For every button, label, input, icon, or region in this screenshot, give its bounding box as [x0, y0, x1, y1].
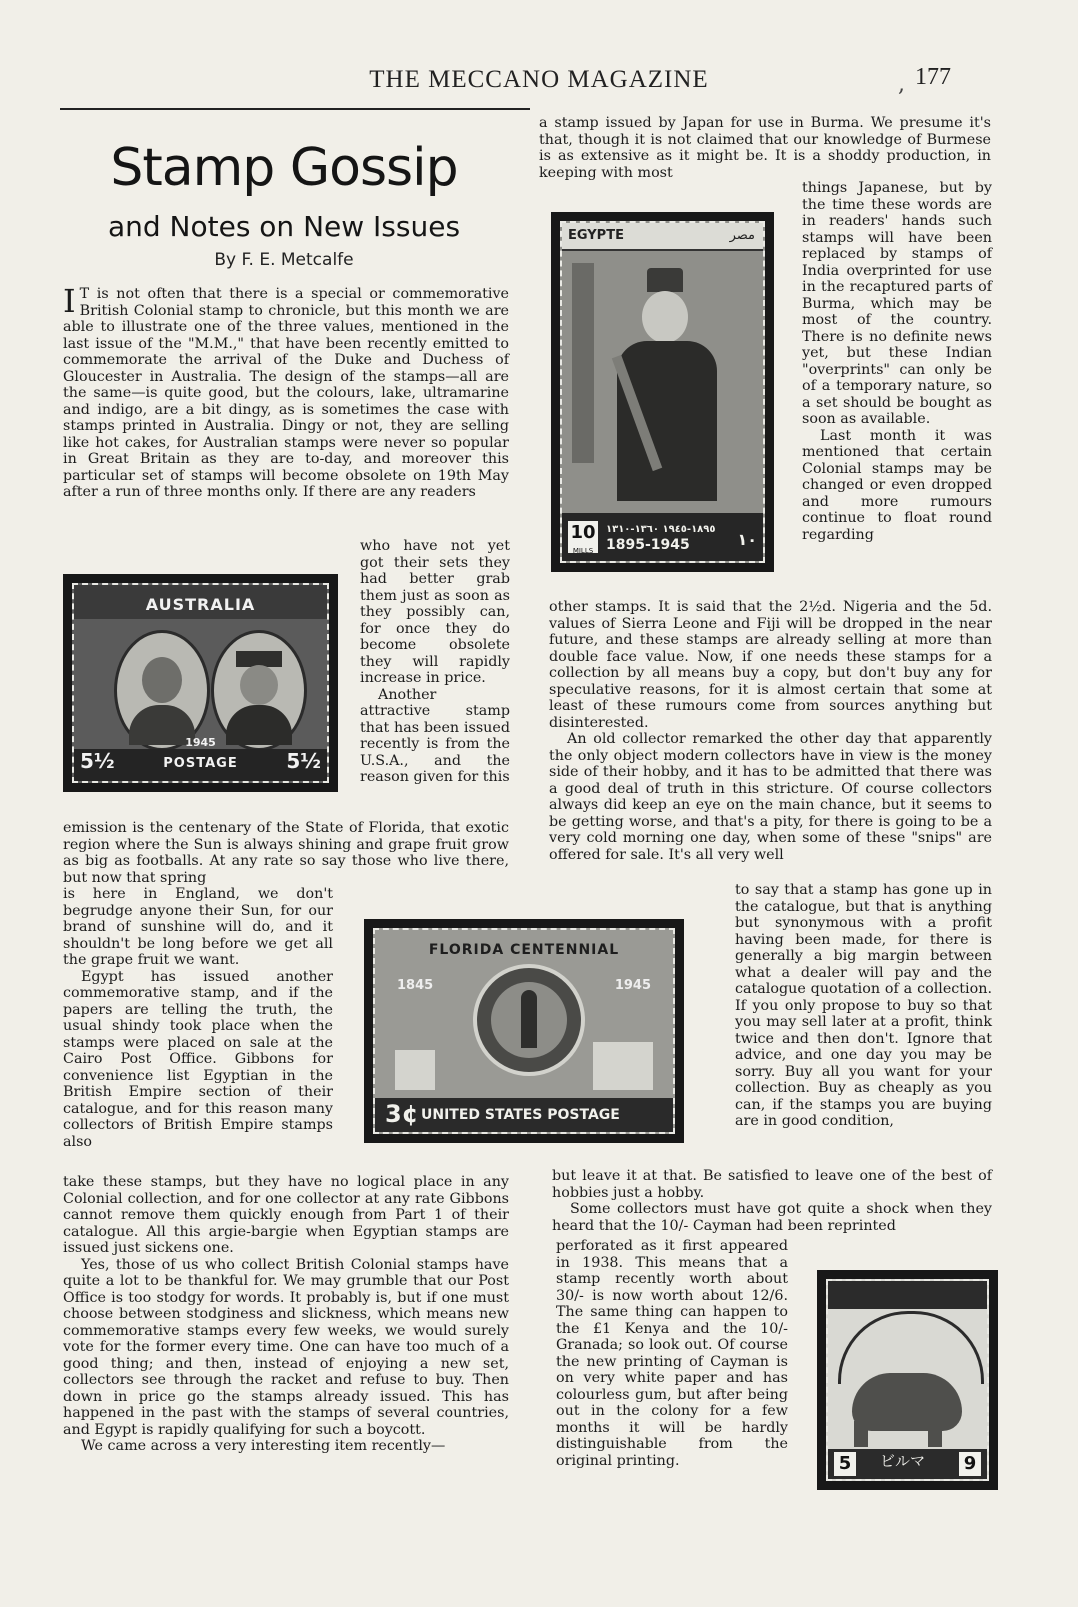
egypt-stamp-image	[551, 212, 774, 572]
face-image	[642, 291, 688, 343]
paragraph-text: Another attractive stamp that has been issued recently is from the U.S.A., and the reason given for this	[360, 686, 510, 785]
building-left-image	[395, 1050, 435, 1090]
paragraph-text: Yes, those of us who collect British Colonial stamps have quite a lot to be thankful for. We may grumble that our Post Office is too stodgy for words. It probably is, but if one must choose between stodginess and slickness, which means new commemorative stamps every few weeks, we would surely vote for the former every time. One can have too much of a good thing; and then, instead of enjoying a new set, collectors see through the racket and refuse to buy. Then down in price go the stamps already issued. This has happened in the past with the stamps of several countries, and Egypt is rapidly qualifying for such a boycott.	[63, 1256, 509, 1438]
paragraph-right-beside-egypt	[802, 180, 992, 543]
paragraph-right-top	[539, 115, 991, 181]
paragraph-text: is here in England, we don't begrudge anyone their Sun, for our brand of sunshine will do, and it shouldn't be long before we get all the grape fruit we want.	[63, 886, 333, 968]
stamp-heading: FLORIDA CENTENNIAL	[428, 942, 620, 958]
paragraph-left-lower	[63, 1174, 509, 1455]
years-arabic: ١٨٩٥-١٩٤٥ ١٣٦٠-١٣١٠	[606, 524, 716, 535]
paragraph-right-beside-burma	[556, 1238, 788, 1469]
paragraph-right-middle	[549, 599, 992, 863]
column-image	[572, 263, 594, 463]
portrait-duke-image	[211, 630, 307, 751]
value-right: 5½	[286, 749, 321, 773]
paragraph-left-beside-australia	[360, 538, 510, 786]
stamp-value: 3¢	[385, 1100, 419, 1128]
paragraph-text: other stamps. It is said that the 2½d. Nigeria and the 5d. values of Sierra Leone and Fiji will be dropped in the near future, and these stamps are already selling at more than double face value. Now, if one needs these stamps for a collection by all means buy a copy, but don't buy any for speculative reasons, for it is almost certain that some at least of these rumours come from sources anything but disinterested.	[549, 599, 992, 731]
header-rule	[60, 108, 530, 110]
article-title: Stamp Gossip	[110, 138, 458, 198]
uniform-image	[617, 341, 717, 501]
australia-stamp-image	[63, 574, 338, 792]
postage-label: POSTAGE	[163, 756, 238, 771]
paragraph-text: emission is the centenary of the State of Florida, that exotic region where the Sun is always shining and grape fruit grow as big as footballs. At any rate so say those who live there, but now that spring	[63, 820, 509, 886]
paragraph-text: who have not yet got their sets they had better grab them just as soon as they possibly can, for once they do become obsolete they will rapidly increase in price.	[360, 538, 510, 686]
drop-cap: I	[63, 282, 76, 320]
paragraph-right-lower	[552, 1168, 992, 1234]
elephant-image	[852, 1373, 962, 1431]
value-right: 9	[959, 1452, 981, 1476]
paragraph-text: Last month it was mentioned that certain Colonial stamps may be changed or even dropped and more rumours continue to float round regarding	[802, 427, 992, 543]
stamp-country: AUSTRALIA	[145, 595, 256, 614]
burma-stamp-image	[817, 1270, 998, 1490]
paragraph-right-beside-florida	[735, 882, 992, 1130]
state-seal-image	[473, 964, 585, 1076]
article-byline: By F. E. Metcalfe	[214, 250, 354, 270]
paragraph-left-beside-florida	[63, 886, 333, 1150]
value-arabic: ١٠	[737, 530, 757, 549]
article-subtitle: and Notes on New Issues	[107, 210, 461, 243]
year-left: 1845	[397, 978, 434, 993]
paragraph-text: but leave it at that. Be satisfied to leave one of the best of hobbies just a hobby.	[552, 1168, 992, 1201]
stamp-country-arabic: مصر	[729, 228, 755, 243]
paragraph-text: An old collector remarked the other day that apparently the only object modern collectors have in view is the money side of their hobby, and it has to be admitted that there was a good deal of truth in this stricture. Of course collectors always did keep an eye on the main chance, but it seems to be getting worse, and that's a pity, for there is going to be a very cold morning one day, when some of these "snips" are offered for sale. It's all very well	[549, 731, 992, 863]
magazine-title: THE MECCANO MAGAZINE	[369, 66, 709, 93]
paragraph-text: Some collectors must have got quite a shock when they heard that the 10/- Cayman had been reprinted	[552, 1201, 992, 1234]
fez-image	[647, 268, 683, 292]
paragraph-florida	[63, 820, 509, 886]
stamp-year: 1945	[185, 736, 216, 749]
capitol-building-image	[593, 1042, 653, 1090]
stamp-value: 5	[834, 1452, 856, 1476]
print-mark: ,	[898, 72, 905, 97]
year-right: 1945	[614, 978, 651, 993]
stamp-script: ビルマ	[880, 1452, 926, 1470]
stamp-years: 1895-1945	[606, 537, 690, 553]
paragraph-intro	[63, 282, 509, 501]
paragraph-text: a stamp issued by Japan for use in Burma. We presume it's that, though it is not claimed that our knowledge of Burmese is as extensive as it might be. It is a shoddy production, in keeping with most	[539, 115, 991, 181]
page-number: 177	[915, 64, 951, 90]
paragraph-text: things Japanese, but by the time these words are in readers' hands such stamps will have been replaced by stamps of India overprinted for use in the recaptured parts of Burma, which may be most of the country. There is no definite news yet, but these Indian "overprints" can only be of a temporary nature, so a set should be bought as soon as available.	[802, 180, 992, 427]
postage-label: UNITED STATES POSTAGE	[421, 1107, 620, 1123]
paragraph-text: to say that a stamp has gone up in the catalogue, but that is anything but synonymous with a profit having been made, for there is generally a big margin between what a dealer will pay and the catalogue quotation of a collection. If you only propose to buy so that you may sell later at a profit, think twice and then don't. Ignore that advice, and one day you may be sorry. Buy all you want for your collection. Buy as cheaply as you can, if the stamps you are buying are in good condition,	[735, 882, 992, 1129]
stamp-value: 10	[568, 521, 598, 553]
paragraph-text: Egypt has issued another commemorative stamp, and if the papers are telling the truth, the usual shindy took place when the stamps were placed on sale at the Cairo Post Office. Gibbons for convenience list Egyptian in the British Empire section of their catalogue, and for this reason many collectors of British Empire stamps also	[63, 968, 333, 1150]
florida-stamp-image	[364, 919, 684, 1143]
paragraph-text: We came across a very interesting item recently—	[81, 1438, 446, 1454]
value-left: 5½	[80, 749, 115, 773]
portrait-duchess-image	[114, 630, 210, 751]
paragraph-text: perforated as it first appeared in 1938. This means that a stamp recently worth about 30/- is now worth about 12/6. The same thing can happen to the £1 Kenya and the 10/- Granada; so look out. Of course the new printing of Cayman is on very white paper and has colourless gum, but after being out in the colony for a few months it will be hardly distinguishable from the original printing.	[556, 1238, 788, 1469]
paragraph-intro-text: T is not often that there is a special or commemorative British Colonial stamp to chronicle, but this month we are able to illustrate one of the three values, mentioned in the last issue of the "M.M.," that have been recently emitted to commemorate the arrival of the Duke and Duchess of Gloucester in Australia. The design of the stamps—all are the same—is quite good, but the colours, lake, ultramarine and indigo, are a bit dingy, as is sometimes the case with stamps printed in Australia. Dingy or not, they are selling like hot cakes, for Australian stamps were never so popular in Great Britain as they are to-day, and moreover this particular set of stamps will become obsolete on 19th May after a run of three months only. If there are any readers	[63, 286, 509, 500]
paragraph-text: take these stamps, but they have no logical place in any Colonial collection, and for one collector at any rate Gibbons cannot remove them quickly enough from Part 1 of their catalogue. All this argie-bargie when Egyptian stamps are issued just sickens one.	[63, 1174, 509, 1256]
stamp-country: EGYPTE	[568, 228, 624, 243]
stamp-unit: MILLS	[572, 547, 594, 555]
